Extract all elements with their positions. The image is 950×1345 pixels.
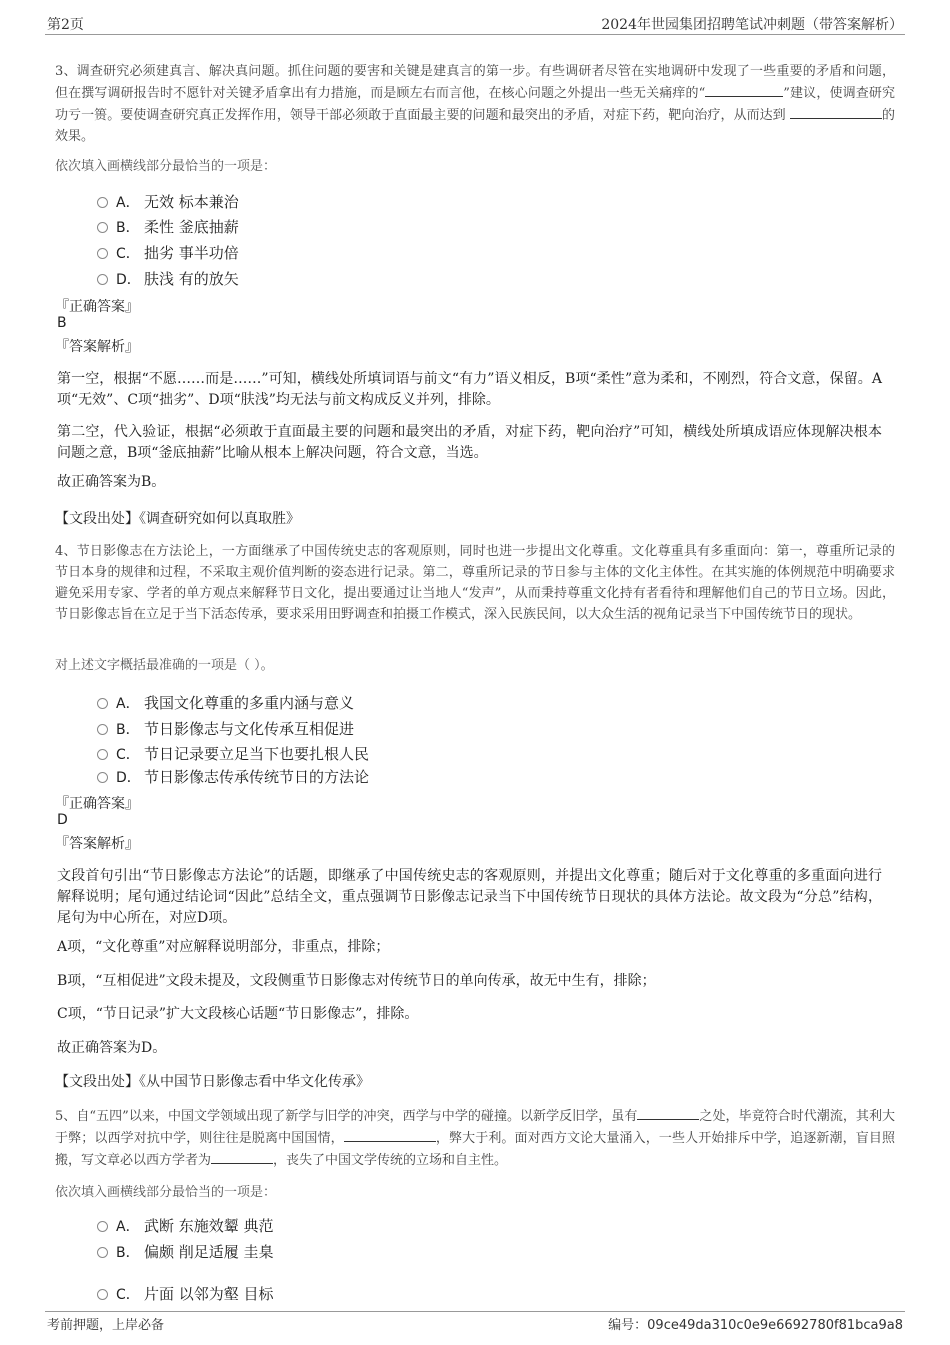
q3-option-d[interactable]: D． 肤浅 有的放矢 xyxy=(97,268,239,289)
q4-option-b[interactable]: B． 节日影像志与文化传承互相促进 xyxy=(97,718,354,739)
blank-line xyxy=(705,82,783,97)
footer-slogan: 考前押题，上岸必备 xyxy=(47,1318,165,1333)
q4-stem: 4、节日影像志在方法论上，一方面继承了中国传统史志的客观原则，同时也进一步提出文化尊重。文化尊重具有多重面向：第一，尊重所记录的节日本身的规律和过程，不采取主观价值判断的姿态进行记录。第二，尊重所记录的节日参与主体的文化主体性。在其实施的体例规范中明确要求避免采用专家、学者的单方观点来解释节日文化，提出要通过让当地人“发声”，从而秉持尊重文化持有者看待和理解他们自己的节日立场。因此，节日影像志旨在立足于当下活态传承，要求采用田野调查和拍摄工作模式，深入民族民间，以大众生活的视角记录当下中国传统节日的现状。 xyxy=(55,544,895,622)
q4-source: 【文段出处】《从中国节日影像志看中华文化传承》 xyxy=(55,1074,370,1090)
q4-analysis-4: C项，“节日记录”扩大文段核心话题“节日影像志”，排除。 xyxy=(57,1006,419,1022)
q5-prompt: 依次填入画横线部分最恰当的一项是： xyxy=(55,1185,277,1200)
page-header xyxy=(45,14,905,35)
correct-answer-label: 『正确答案』 xyxy=(55,299,139,315)
q3-prompt: 依次填入画横线部分最恰当的一项是： xyxy=(55,159,277,174)
radio-icon[interactable] xyxy=(97,698,108,709)
q3-stem: 3、调查研究必须建真言、解决真问题。抓住问题的要害和关键是建真言的第一步。有些调研者尽管在实地调研中发现了一些重要的矛盾和问题，但在撰写调研报告时不愿针对关键矛盾拿出有力措施，而是顾左右而言他，在核心问题之外提出一些无关痛痒的“ ”建议，使调查研究功亏一篑。要使调查研究真正发挥作用，领导干部必须敢于直面最主要的问题和最突出的矛盾，对症下药，靶向治疗，从而达到 的效果。 xyxy=(55,64,895,144)
q5-option-c[interactable]: C． 片面 以邻为壑 目标 xyxy=(97,1283,274,1304)
q3-conclusion: 故正确答案为B。 xyxy=(57,474,166,490)
blank-line xyxy=(211,1149,273,1164)
q4-analysis-2: A项，“文化尊重”对应解释说明部分，非重点，排除； xyxy=(57,939,390,955)
analysis-label: 『答案解析』 xyxy=(55,339,139,355)
q4-analysis-1: 文段首句引出“节日影像志方法论”的话题，即继承了中国传统史志的客观原则，并提出文化尊重；随后对于文化尊重的多重面向进行解释说明；尾句通过结论词“因此”总结全文，重点强调节日影像志记录当下中国传统节日现状的具体方法论。故文段为“分总”结构，尾句为中心所在，对应D项。 xyxy=(57,868,882,926)
q5-option-b[interactable]: B． 偏颇 削足适履 圭臬 xyxy=(97,1241,274,1262)
q5-option-a[interactable]: A． 武断 东施效颦 典范 xyxy=(97,1215,274,1236)
correct-answer-label: 『正确答案』 xyxy=(55,796,139,812)
q3-source: 【文段出处】《调查研究如何以真取胜》 xyxy=(55,511,300,527)
q4-analysis-3: B项，“互相促进”文段未提及，文段侧重节日影像志对传统节日的单向传承，故无中生有，排除； xyxy=(57,973,656,989)
radio-icon[interactable] xyxy=(97,1221,108,1232)
radio-icon[interactable] xyxy=(97,197,108,208)
radio-icon[interactable] xyxy=(97,1289,108,1300)
radio-icon[interactable] xyxy=(97,772,108,783)
q3-analysis-2: 第二空，代入验证，根据“必须敢于直面最主要的问题和最突出的矛盾，对症下药，靶向治疗”可知，横线处所填成语应体现解决根本问题之意，B项“釜底抽薪”比喻从根本上解决问题，符合文意，当选。 xyxy=(57,424,882,461)
q3-option-c[interactable]: C． 拙劣 事半功倍 xyxy=(97,242,239,263)
blank-line xyxy=(790,104,882,119)
page-number: 第2页 xyxy=(47,17,84,33)
q5-stem: 5、自“五四”以来，中国文学领域出现了新学与旧学的冲突，西学与中学的碰撞。以新学反旧学，虽有 之处，毕竟符合时代潮流，其利大于弊；以西学对抗中学，则往往是脱离中国国情， ，弊大于利。面对西方文论大量涌入，一些人开始排斥中学，追逐新潮，盲目照搬，写文章必以西方学者为 ，丧失了中国文学传统的立场和自主性。 xyxy=(55,1105,895,1171)
q4-option-d[interactable]: D． 节日影像志传承传统节日的方法论 xyxy=(97,766,369,787)
q4-option-c[interactable]: C． 节日记录要立足当下也要扎根人民 xyxy=(97,743,369,764)
q4-prompt: 对上述文字概括最准确的一项是（ ）。 xyxy=(55,658,274,673)
blank-line xyxy=(344,1127,436,1142)
radio-icon[interactable] xyxy=(97,749,108,760)
correct-answer-value: D xyxy=(57,812,68,828)
blank-line xyxy=(637,1105,699,1120)
q4-conclusion: 故正确答案为D。 xyxy=(57,1040,167,1056)
analysis-label: 『答案解析』 xyxy=(55,836,139,852)
document-title: 2024年世园集团招聘笔试冲刺题（带答案解析） xyxy=(601,17,903,33)
q4-option-a[interactable]: A． 我国文化尊重的多重内涵与意义 xyxy=(97,692,354,713)
document-code: 编号：09ce49da310c0e9e6692780f81bca9a8 xyxy=(608,1318,903,1333)
correct-answer-value: B xyxy=(57,315,67,331)
page-footer xyxy=(45,1311,905,1332)
radio-icon[interactable] xyxy=(97,724,108,735)
radio-icon[interactable] xyxy=(97,274,108,285)
radio-icon[interactable] xyxy=(97,1247,108,1258)
radio-icon[interactable] xyxy=(97,222,108,233)
q3-option-a[interactable]: A． 无效 标本兼治 xyxy=(97,191,239,212)
q3-option-b[interactable]: B． 柔性 釜底抽薪 xyxy=(97,216,239,237)
radio-icon[interactable] xyxy=(97,248,108,259)
q3-analysis-1: 第一空，根据“不愿……而是……”可知，横线处所填词语与前文“有力”语义相反，B项“柔性”意为柔和，不刚烈，符合文意，保留。A项“无效”、C项“拙劣”、D项“肤浅”均无法与前文构成反义并列，排除。 xyxy=(57,371,882,408)
